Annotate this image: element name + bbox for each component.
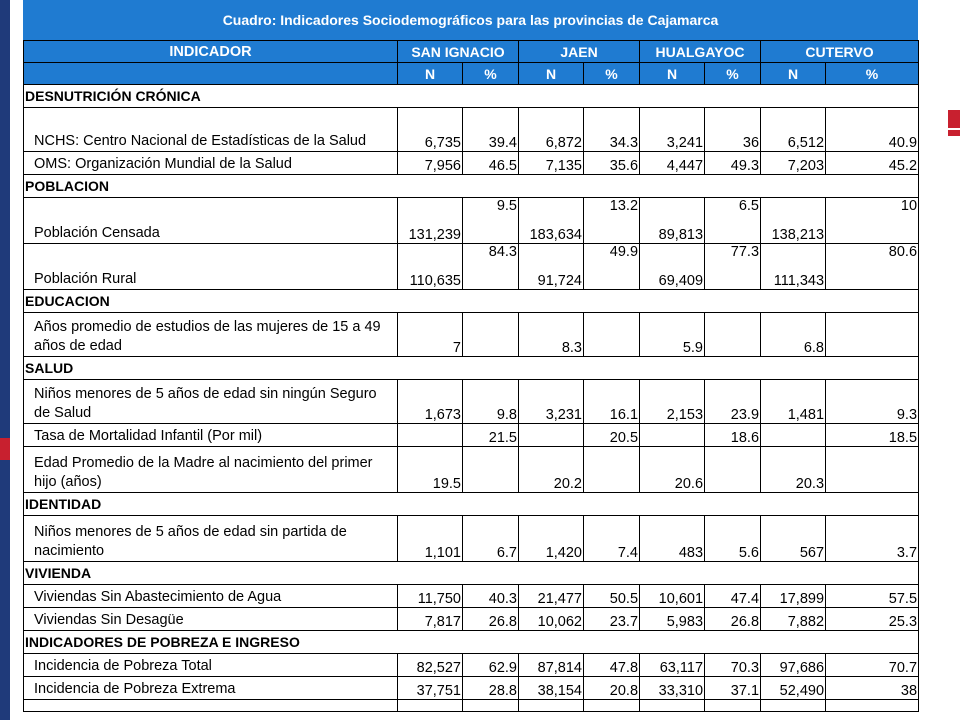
province-header: CUTERVO [761, 41, 919, 63]
percent-cell: 49.9 [584, 244, 640, 290]
section-header-row [24, 493, 919, 516]
table-row-truncated [24, 700, 919, 712]
count-cell: 1,420 [519, 516, 584, 562]
count-cell: 10,601 [640, 585, 705, 608]
count-cell: 33,310 [640, 677, 705, 700]
count-cell: 1,101 [398, 516, 463, 562]
province-header: SAN IGNACIO [398, 41, 519, 63]
table-cell [826, 700, 919, 712]
percent-cell: 37.1 [705, 677, 761, 700]
count-cell: 21,477 [519, 585, 584, 608]
count-cell: 6,735 [398, 108, 463, 152]
percent-cell: 9.8 [463, 380, 519, 424]
province-header: HUALGAYOC [640, 41, 761, 63]
count-cell: 5,983 [640, 608, 705, 631]
percent-cell: 80.6 [826, 244, 919, 290]
table-cell [584, 700, 640, 712]
unit-header-row [24, 63, 919, 85]
table-cell [640, 700, 705, 712]
count-cell: 1,481 [761, 380, 826, 424]
percent-cell: 6.5 [705, 198, 761, 244]
percent-cell [705, 313, 761, 357]
section-header-row [24, 562, 919, 585]
percent-cell: 34.3 [584, 108, 640, 152]
section-header-row [24, 290, 919, 313]
percent-cell [705, 447, 761, 493]
count-cell: 82,527 [398, 654, 463, 677]
section-title: POBLACION [24, 175, 919, 198]
count-cell [761, 424, 826, 447]
count-cell: 183,634 [519, 198, 584, 244]
count-cell: 91,724 [519, 244, 584, 290]
table-body [24, 85, 919, 712]
count-cell: 3,231 [519, 380, 584, 424]
indicator-label: Viviendas Sin Desagüe [24, 608, 398, 631]
count-cell [398, 424, 463, 447]
indicators-table [23, 40, 919, 712]
count-cell: 138,213 [761, 198, 826, 244]
percent-cell: 70.3 [705, 654, 761, 677]
indicator-label: Población Rural [24, 244, 398, 290]
percent-cell: 50.5 [584, 585, 640, 608]
table-row [24, 424, 919, 447]
section-header-row [24, 357, 919, 380]
left-accent-mark [0, 438, 10, 460]
indicador-header: INDICADOR [24, 41, 398, 63]
percent-cell [826, 447, 919, 493]
count-cell [640, 424, 705, 447]
indicator-label: Viviendas Sin Abastecimiento de Agua [24, 585, 398, 608]
count-cell: 52,490 [761, 677, 826, 700]
percent-cell: 36 [705, 108, 761, 152]
count-cell: 483 [640, 516, 705, 562]
percent-cell [584, 313, 640, 357]
percent-cell [463, 313, 519, 357]
n-header: N [761, 63, 826, 85]
section-title: DESNUTRICIÓN CRÓNICA [24, 85, 919, 108]
table-row [24, 313, 919, 357]
percent-cell: 18.6 [705, 424, 761, 447]
count-cell: 97,686 [761, 654, 826, 677]
indicator-label: Edad Promedio de la Madre al nacimiento del primer hijo (años) [24, 447, 398, 493]
table-row [24, 654, 919, 677]
table-cell [398, 700, 463, 712]
count-cell: 19.5 [398, 447, 463, 493]
percent-cell: 47.4 [705, 585, 761, 608]
percent-cell: 39.4 [463, 108, 519, 152]
percent-cell: 25.3 [826, 608, 919, 631]
percent-cell: 77.3 [705, 244, 761, 290]
province-header-row [24, 41, 919, 63]
percent-cell: 9.5 [463, 198, 519, 244]
percent-cell: 40.9 [826, 108, 919, 152]
percent-cell: 84.3 [463, 244, 519, 290]
percent-cell: 23.7 [584, 608, 640, 631]
indicator-label [24, 700, 398, 712]
percent-cell: 26.8 [463, 608, 519, 631]
section-header-row [24, 85, 919, 108]
count-cell: 10,062 [519, 608, 584, 631]
percent-cell: 35.6 [584, 152, 640, 175]
count-cell: 20.6 [640, 447, 705, 493]
percent-cell: 23.9 [705, 380, 761, 424]
count-cell: 4,447 [640, 152, 705, 175]
n-header: N [640, 63, 705, 85]
table-row [24, 608, 919, 631]
indicator-label: Incidencia de Pobreza Total [24, 654, 398, 677]
right-accent-mark-lower [948, 130, 960, 136]
indicator-label: Incidencia de Pobreza Extrema [24, 677, 398, 700]
count-cell: 111,343 [761, 244, 826, 290]
percent-cell: 10 [826, 198, 919, 244]
count-cell: 7,882 [761, 608, 826, 631]
count-cell: 7,135 [519, 152, 584, 175]
table-cell [519, 700, 584, 712]
count-cell: 63,117 [640, 654, 705, 677]
count-cell: 5.9 [640, 313, 705, 357]
count-cell: 6,872 [519, 108, 584, 152]
percent-cell: 46.5 [463, 152, 519, 175]
count-cell: 7,203 [761, 152, 826, 175]
count-cell: 1,673 [398, 380, 463, 424]
count-cell: 37,751 [398, 677, 463, 700]
percent-cell: 5.6 [705, 516, 761, 562]
table-title: Cuadro: Indicadores Sociodemográficos para las provincias de Cajamarca [23, 0, 918, 40]
province-header: JAEN [519, 41, 640, 63]
count-cell: 17,899 [761, 585, 826, 608]
percent-cell: 20.8 [584, 677, 640, 700]
table-row [24, 585, 919, 608]
table-row [24, 244, 919, 290]
section-title: EDUCACION [24, 290, 919, 313]
percent-cell: 38 [826, 677, 919, 700]
percent-cell: 13.2 [584, 198, 640, 244]
count-cell: 2,153 [640, 380, 705, 424]
table-row [24, 380, 919, 424]
indicator-label: Población Censada [24, 198, 398, 244]
count-cell: 7,956 [398, 152, 463, 175]
section-title: INDICADORES DE POBREZA E INGRESO [24, 631, 919, 654]
percent-cell: 70.7 [826, 654, 919, 677]
section-title: VIVIENDA [24, 562, 919, 585]
percent-cell: 3.7 [826, 516, 919, 562]
table-row [24, 677, 919, 700]
table-row [24, 516, 919, 562]
table-row [24, 152, 919, 175]
count-cell: 38,154 [519, 677, 584, 700]
table-cell [761, 700, 826, 712]
table-row [24, 447, 919, 493]
percent-cell: 57.5 [826, 585, 919, 608]
table-cell [463, 700, 519, 712]
pct-header: % [826, 63, 919, 85]
percent-cell: 62.9 [463, 654, 519, 677]
indicator-label: Años promedio de estudios de las mujeres de 15 a 49 años de edad [24, 313, 398, 357]
indicator-label: Tasa de Mortalidad Infantil (Por mil) [24, 424, 398, 447]
right-accent-mark [948, 110, 960, 128]
percent-cell: 26.8 [705, 608, 761, 631]
count-cell: 131,239 [398, 198, 463, 244]
count-cell: 20.2 [519, 447, 584, 493]
percent-cell: 28.8 [463, 677, 519, 700]
table-cell [705, 700, 761, 712]
table-row [24, 198, 919, 244]
count-cell: 3,241 [640, 108, 705, 152]
percent-cell: 7.4 [584, 516, 640, 562]
percent-cell: 20.5 [584, 424, 640, 447]
percent-cell: 6.7 [463, 516, 519, 562]
percent-cell: 40.3 [463, 585, 519, 608]
count-cell [519, 424, 584, 447]
percent-cell: 21.5 [463, 424, 519, 447]
indicator-label: Niños menores de 5 años de edad sin ningún Seguro de Salud [24, 380, 398, 424]
count-cell: 6,512 [761, 108, 826, 152]
indicator-label: NCHS: Centro Nacional de Estadísticas de la Salud [24, 108, 398, 152]
percent-cell [584, 447, 640, 493]
section-title: IDENTIDAD [24, 493, 919, 516]
count-cell: 11,750 [398, 585, 463, 608]
pct-header: % [584, 63, 640, 85]
percent-cell: 18.5 [826, 424, 919, 447]
percent-cell: 47.8 [584, 654, 640, 677]
count-cell: 567 [761, 516, 826, 562]
pct-header: % [705, 63, 761, 85]
indicator-label: OMS: Organización Mundial de la Salud [24, 152, 398, 175]
left-accent-bar [0, 0, 10, 720]
section-header-row [24, 631, 919, 654]
count-cell: 110,635 [398, 244, 463, 290]
section-title: SALUD [24, 357, 919, 380]
n-header: N [519, 63, 584, 85]
table-row [24, 108, 919, 152]
pct-header: % [463, 63, 519, 85]
indicador-header-blank [24, 63, 398, 85]
percent-cell: 16.1 [584, 380, 640, 424]
percent-cell: 9.3 [826, 380, 919, 424]
percent-cell [826, 313, 919, 357]
count-cell: 89,813 [640, 198, 705, 244]
n-header: N [398, 63, 463, 85]
count-cell: 69,409 [640, 244, 705, 290]
indicator-label: Niños menores de 5 años de edad sin partida de nacimiento [24, 516, 398, 562]
count-cell: 7 [398, 313, 463, 357]
percent-cell: 49.3 [705, 152, 761, 175]
percent-cell: 45.2 [826, 152, 919, 175]
percent-cell [463, 447, 519, 493]
section-header-row [24, 175, 919, 198]
count-cell: 8.3 [519, 313, 584, 357]
count-cell: 7,817 [398, 608, 463, 631]
count-cell: 6.8 [761, 313, 826, 357]
count-cell: 20.3 [761, 447, 826, 493]
count-cell: 87,814 [519, 654, 584, 677]
